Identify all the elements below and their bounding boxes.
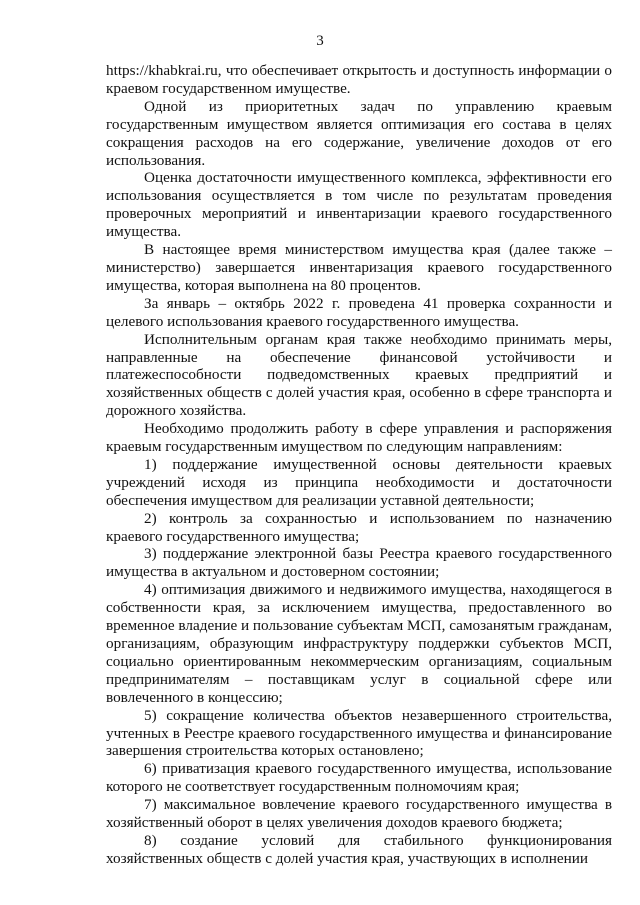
paragraph-inspections: За январь – октябрь 2022 г. проведена 41 проверка сохранности и целевого использования краевого государственного имущества. [106,294,612,330]
list-item-5: 5) сокращение количества объектов незавершенного строительства, учтенных в Реестре краевого государственного имущества и финансирование завершения строительства которых остановлено; [106,706,612,760]
paragraph-executive-measures: Исполнительным органам края также необходимо принимать меры, направленные на обеспечение финансовой устойчивости и платежеспособности подведомственных краевых предприятий и хозяйственных обществ с долей участия края, особенно в сфере транспорта и дорожного хозяйства. [106,330,612,420]
paragraph-priority-tasks: Одной из приоритетных задач по управлению краевым государственным имуществом является оптимизация его состава в целях сокращения расходов на его содержание, увеличение доходов от его использования. [106,97,612,169]
paragraph-directions-intro: Необходимо продолжить работу в сфере управления и распоряжения краевым государственным имуществом по следующим направлениям: [106,420,612,456]
list-item-2: 2) контроль за сохранностью и использованием по назначению краевого государственного имущества; [106,509,612,545]
list-item-8: 8) создание условий для стабильного функционирования хозяйственных обществ с долей участия края, участвующих в исполнении [106,831,612,867]
list-item-7: 7) максимальное вовлечение краевого государственного имущества в хозяйственный оборот в целях увеличения доходов краевого бюджета; [106,796,612,832]
page-number: 3 [316,33,324,49]
list-item-4: 4) оптимизация движимого и недвижимого имущества, находящегося в собственности края, за исключением имущества, предоставленного во временное владение и пользование субъектам МСП, самозанятым гражданам, организациям, образующим инфраструктуру поддержки субъектов МСП, социально ориентированным некоммерческим организациям, социальным предпринимателям – поставщикам услуг в социальной сфере или вовлеченного в концессию; [106,581,612,706]
paragraph-website-info: https://khabkrai.ru, что обеспечивает открытость и доступность информации о краевом государственном имуществе. [106,62,612,97]
paragraph-assessment: Оценка достаточности имущественного комплекса, эффективности его использования осуществляется в том числе по результатам проведения проверочных мероприятий и инвентаризации краевого государственного имущества. [106,169,612,241]
list-item-3: 3) поддержание электронной базы Реестра краевого государственного имущества в актуальном и достоверном состоянии; [106,545,612,581]
list-item-1: 1) поддержание имущественной основы деятельности краевых учреждений исходя из принципа необходимости и достаточности обеспечения имуществом для реализации уставной деятельности; [106,455,612,509]
list-item-6: 6) приватизация краевого государственного имущества, использование которого не соответствует государственным полномочиям края; [106,760,612,796]
paragraph-inventory: В настоящее время министерством имущества края (далее также – министерство) завершается инвентаризация краевого государственного имущества, которая выполнена на 80 процентов. [106,241,612,294]
document-body [106,62,612,868]
